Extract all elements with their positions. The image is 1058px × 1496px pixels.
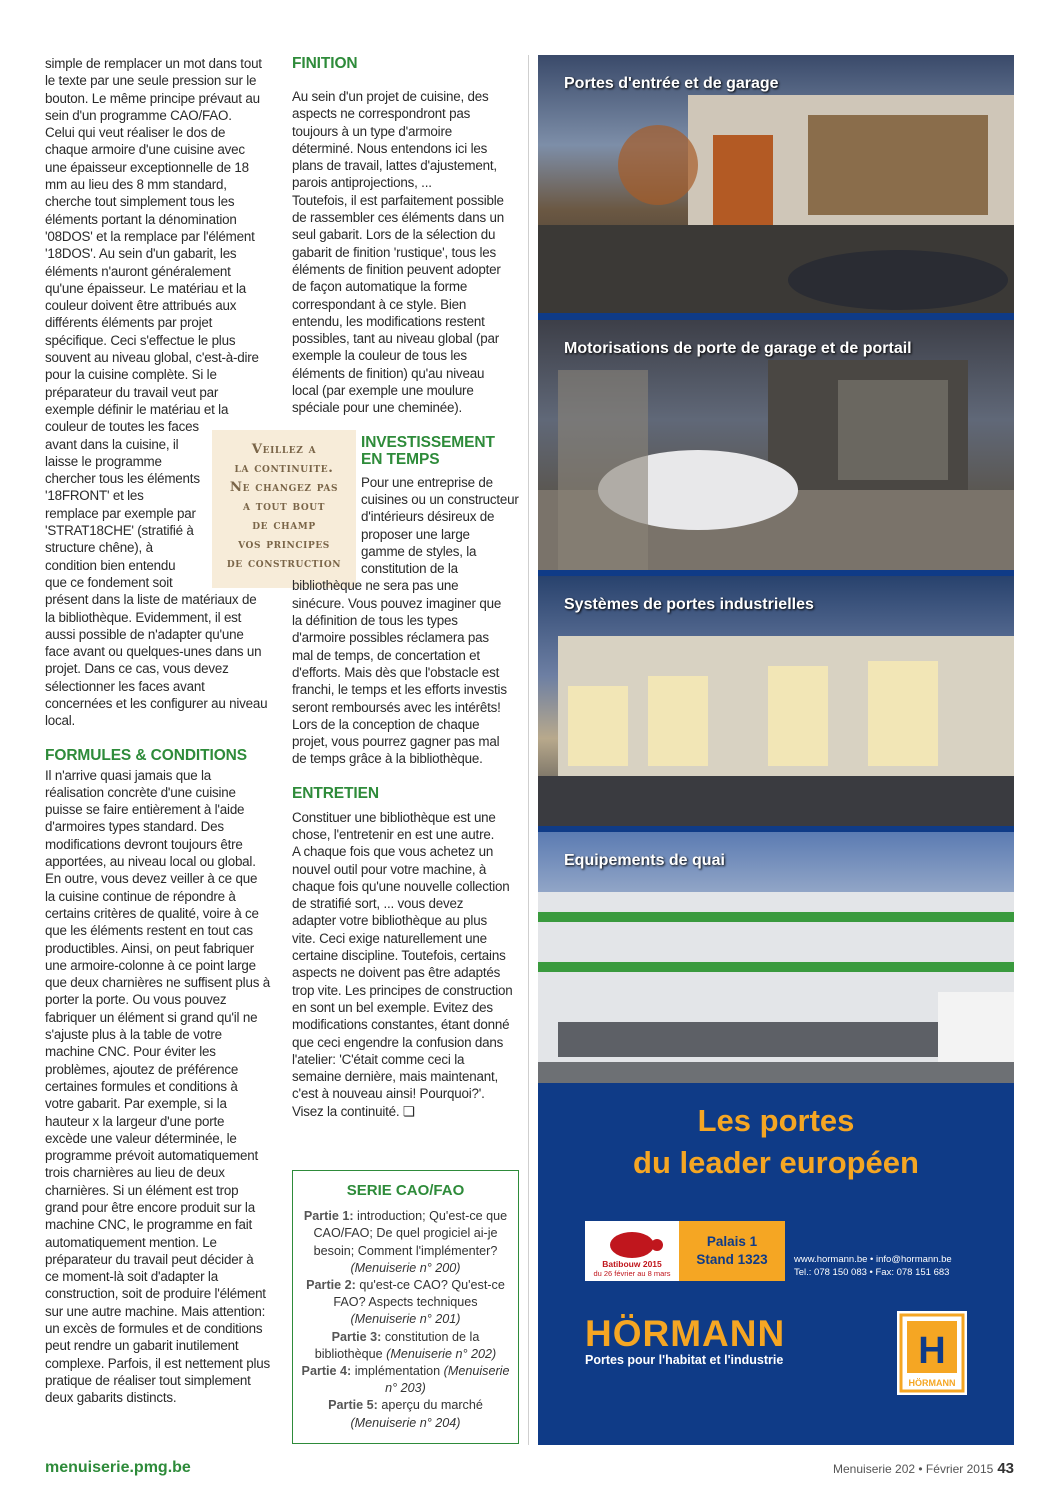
series-part-3: Partie 3: constitution de la bibliothèque (Menuiserie n° 202) [314, 1329, 497, 1361]
series-part-2: Partie 2: qu'est-ce CAO? Qu'est-ce FAO? Aspects techniques (Menuiserie n° 201) [306, 1278, 505, 1327]
photo-industrial-doors [538, 576, 1014, 826]
footer-issue: Menuiserie 202 • Février 2015 43 [833, 1460, 1014, 1477]
section-heading-entretien: ENTRETIEN [292, 784, 379, 802]
contact-info: www.hormann.be • info@hormann.be Tel.: 078 150 083 • Fax: 078 151 683 [794, 1254, 952, 1278]
series-part-4: Partie 4: implémentation (Menuiserie n° 203) [301, 1364, 510, 1396]
page-number: 43 [997, 1460, 1014, 1477]
hormann-advertisement [538, 55, 1014, 1445]
caption-dock: Equipements de quai [564, 852, 725, 869]
caption-motorisation: Motorisations de porte de garage et de portail [564, 340, 912, 357]
paragraph-formules: Il n'arrive quasi jamais que la réalisation concrète d'une cuisine puisse se faire entièrement à l'aide d'armoires types standard. Des modifications devront toujours être apportées, au niveau local ou global. En outre, vous devez veiller à ce que la cuisine continue de répondre à certains critères de qualité, voire à ce que les éléments restent en tout cas productibles. Ainsi, on peut fabriquer une armoire-colonne à ce point large que deux charnières ne suffisent plus à porter la porte. Ou vous pouvez fabriquer un élément si grand qu'il ne s'ajuste plus à la table de votre machine CNC. Pour éviter les problèmes, ajoutez de préférence certaines formules et conditions à votre gabarit. Par exemple, si la hauteur x la largeur d'une porte excède une valeur déterminée, le programme prévoit automatiquement trois charnières au lieu de deux charnières. Si un élément est trop grand pour être encore produit sur la machine CNC, le programme en fait automatiquement mention. Le préparateur du travail peut décider à ce moment-là soit d'adapter la construction, soit de produire l'élément sur une autre machine. Mais attention: un excès de formules et de conditions peut rendre un gabarit inutilement complexe. Parfois, il est nettement plus pratique de réaliser tout simplement deux gabarits distincts. [45, 767, 270, 1406]
paragraph-finition: Au sein d'un projet de cuisine, des aspects ne correspondront pas toujours à un type d'armoire déterminé. Nous entendons ici les plans de travail, lattes d'ajustement, parois antiprojections, ... Toutefois, il est parfaitement possible de rassembler ces éléments dans un seul gabarit. Lors de la sélection du gabarit de finition 'rustique', tous les éléments de finition peuvent adopter de façon automatique la forme correspondant à ce style. Bien entendu, les modifications restent possibles, tant au niveau global (par exemple la couleur de tous les éléments de finition) qu'au niveau local (par exemple une moulure spéciale pour une cheminée). [292, 89, 505, 416]
section-heading-formules: FORMULES & CONDITIONS [45, 746, 247, 764]
section-heading-finition: FINITION [292, 55, 358, 72]
tortoise-icon [585, 1221, 679, 1261]
hormann-wordmark: HÖRMANN [585, 1313, 786, 1354]
paragraph-entretien: Constituer une bibliothèque est une chose, l'entretenir en est une autre. A chaque fois que vous achetez un nouvel outil pour votre machine, à chaque fois qu'une nouvelle collection de stratifié sort, ... vous devez adapter votre bibliothèque au plus vite. Ceci exige naturellement une certaine discipline. Toutefois, certains aspects ne doivent pas être adaptés trop vite. Les principes de construction en sont un bel exemple. Evitez des modifications constantes, étant donné que ceci engendre la confusion dans l'atelier: 'C'était comme ceci la semaine dernière, mais maintenant, c'est à nouveau ainsi! Pourquoi?'. Visez la continuité. ❏ [292, 809, 513, 1119]
paragraph-top: simple de remplacer un mot dans tout le texte par une seule pression sur le bouton. Le même principe prévaut au sein d'un programme CAO/FAO. Celui qui veut réaliser le dos de chaque armoire d'une cuisine avec une épaisseur exceptionnelle de 18 mm au lieu des 8 mm standard, cherche tout simplement tous les éléments portant la dénomination '08DOS' et la remplace par l'élément '18DOS'. Au sein d'un gabarit, les éléments n'auront généralement qu'une épaisseur. Le matériau et la couleur doivent être attribués aux différents éléments par projet spécifique. Ceci s'effectue le plus souvent au niveau global, c'est-à-dire pour la cuisine complète. Si le préparateur du travail veut par exemple définir le matériau et la couleur de toutes les faces [45, 56, 262, 435]
hormann-tagline: Portes pour l'habitat et l'industrie [585, 1353, 784, 1367]
series-box [292, 1170, 519, 1444]
series-part-1: Partie 1: introduction; Qu'est-ce que CAO/FAO; De quel progiciel ai-je besoin; Comment l'implémenter? (Menuiserie n° 200) [303, 1209, 508, 1275]
svg-text:H: H [918, 1330, 946, 1372]
footer-website: menuiserie.pmg.be [45, 1459, 191, 1476]
photo-entry-garage-doors [538, 55, 1014, 313]
ad-headline: Les portes du leader européen [633, 1103, 919, 1180]
house-garage-illustration [538, 55, 1014, 313]
article-column-1 [45, 55, 275, 1407]
section-heading-investissement: INVESTISSEMENT EN TEMPS [361, 433, 495, 468]
paragraph-investissement-narrow: Pour une entreprise de cuisines ou un constructeur d'intérieurs désireux de proposer une large gamme de styles, la constitution de la [361, 474, 519, 577]
series-part-5: Partie 5: aperçu du marché (Menuiserie n° 204) [328, 1398, 483, 1430]
paragraph-rest: présent dans la liste de matériaux de la bibliothèque. Evidemment, il est aussi possible de n'adapter qu'une face avant ou quelques-unes dans un projet. Dans ce cas, vous devez sélectionner les faces avant concernées et les configurer au niveau local. [45, 592, 268, 729]
stand-info: Palais 1 Stand 1323 [679, 1221, 785, 1281]
pull-quote: Veillez a la continuite. Ne changez pas a tout bout de champ vos principes de construction [212, 430, 356, 588]
hormann-h-logo [897, 1311, 967, 1395]
hormann-h-icon [897, 1311, 967, 1395]
paragraph-narrow: avant dans la cuisine, il laisse le programme chercher tous les éléments '18FRONT' et les remplace par exemple par 'STRAT18CHE' (stratifié à structure chêne), à condition bien entendu que ce fondement soit [45, 436, 200, 590]
caption-entry-garage: Portes d'entrée et de garage [564, 75, 779, 92]
batibouw-logo: Batibouw 2015 du 26 février au 8 mars [585, 1221, 679, 1281]
caption-industrial: Systèmes de portes industrielles [564, 596, 814, 613]
column-divider [528, 55, 529, 1445]
photo-dock-equipment [538, 832, 1014, 1083]
article-column-2 [292, 55, 520, 1120]
svg-text:HÖRMANN: HÖRMANN [908, 1378, 956, 1388]
series-title: SERIE CAO/FAO [346, 1182, 465, 1199]
paragraph-investissement: bibliothèque ne sera pas une sinécure. Vous pouvez imaginer que la définition de tous les types d'armoire possibles réclamera pas mal de temps, de concertation et d'efforts. Mais dès que l'obstacle est franchi, le temps et les efforts investis seront remboursés avec les intérêts! Lors de la conception de chaque projet, vous pourrez gagner pas mal de temps grâce à la bibliothèque. [292, 578, 507, 767]
photo-garage-motorisation [538, 320, 1014, 570]
